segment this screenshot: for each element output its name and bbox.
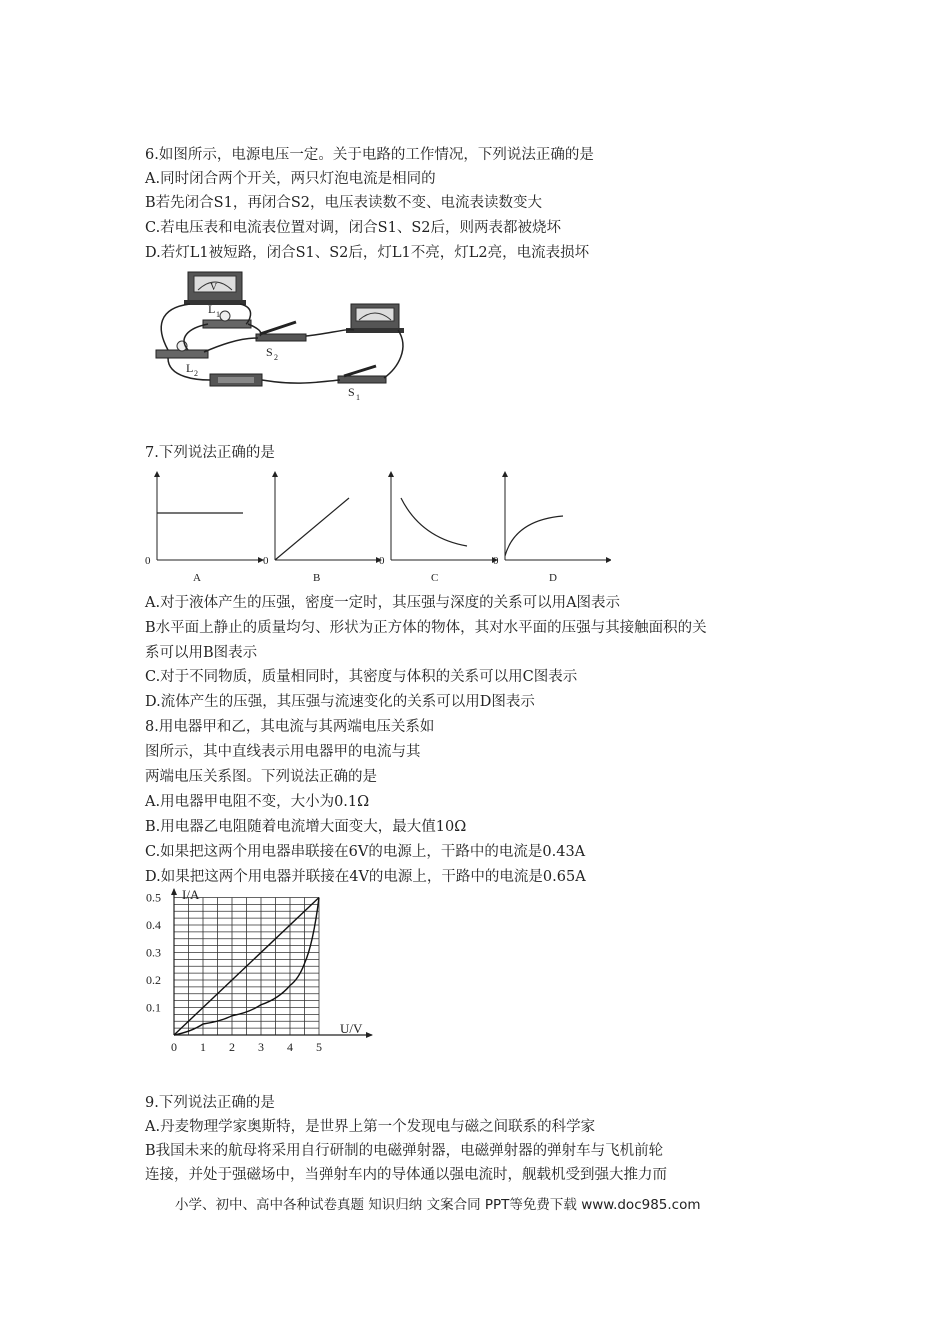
q7-stem: 7.下列说法正确的是: [145, 445, 275, 461]
y-tick-label: 0.2: [146, 973, 161, 987]
x-tick-label: 2: [229, 1040, 235, 1054]
q6-option-a: A.同时闭合两个开关，两只灯泡电流是相同的: [145, 171, 436, 187]
q6-stem: 6.如图所示，电源电压一定。关于电路的工作情况，下列说法正确的是: [145, 147, 594, 163]
q8-stem-line2: 图所示，其中直线表示用电器甲的电流与其: [145, 744, 421, 760]
q8-option-c: C.如果把这两个用电器串联接在6V的电源上，干路中的电流是0.43A: [145, 844, 586, 860]
l2-subscript: 2: [194, 369, 198, 378]
iv-axes: [171, 888, 373, 1038]
graph-b: [263, 474, 379, 584]
x-tick-label: 3: [258, 1040, 264, 1054]
graph-c-curve: [401, 498, 467, 546]
graph-a-label: A: [193, 572, 201, 584]
voltmeter: [184, 272, 246, 305]
x-tick-label: 1: [200, 1040, 206, 1054]
s1-label: S: [348, 385, 355, 399]
circuit-figure: [148, 268, 408, 410]
graph-d-curve: [505, 516, 563, 556]
lamp-l2: [156, 341, 208, 378]
graph-c-origin: 0: [379, 555, 385, 567]
iv-chart: [140, 885, 390, 1063]
graph-d: [493, 474, 609, 584]
q6-option-d: D.若灯L1被短路，闭合S1、S2后，灯L1不亮，灯L2亮，电流表损坏: [145, 245, 590, 261]
switch-s1: [338, 366, 386, 402]
x-tick-label: 4: [287, 1040, 293, 1054]
s1-subscript: 1: [356, 393, 360, 402]
q8-stem-line3: 两端电压关系图。下列说法正确的是: [145, 769, 377, 785]
q7-option-b-line1: B水平面上静止的质量均匀、形状为正方体的物体，其对水平面的压强与其接触面积的关: [145, 620, 707, 636]
q9-option-b-line1: B我国未来的航母将采用自行研制的电磁弹射器，电磁弹射器的弹射车与飞机前轮: [145, 1143, 664, 1159]
q6-option-b: B若先闭合S1，再闭合S2，电压表读数不变、电流表读数变大: [145, 195, 542, 211]
graph-c-label: C: [431, 572, 439, 584]
y-axis-arrow: [171, 888, 177, 895]
q9-stem: 9.下列说法正确的是: [145, 1095, 275, 1111]
q7-graphs: [143, 468, 611, 588]
q7-option-b-line2: 系可以用B图表示: [145, 645, 258, 661]
graph-a-origin: 0: [145, 555, 151, 567]
y-tick-label: 0.4: [146, 918, 161, 932]
iv-y-axis-label: I/A: [182, 887, 200, 902]
graph-b-curve: [275, 498, 349, 560]
iv-x-axis-label: U/V: [340, 1021, 363, 1036]
x-tick-label: 0: [171, 1040, 177, 1054]
l1-label: L: [208, 302, 216, 316]
battery: [210, 374, 262, 386]
graph-b-origin: 0: [263, 555, 269, 567]
q8-stem-line1: 8.用电器甲和乙，其电流与其两端电压关系如: [145, 719, 435, 735]
x-tick-label: 5: [316, 1040, 322, 1054]
ammeter: [346, 304, 404, 333]
graph-b-label: B: [313, 572, 321, 584]
y-tick-label: 0.1: [146, 1000, 161, 1015]
x-axis-arrow: [366, 1032, 373, 1038]
q7-option-d: D.流体产生的压强，其压强与流速变化的关系可以用D图表示: [145, 694, 535, 710]
q7-option-a: A.对于液体产生的压强，密度一定时，其压强与深度的关系可以用A图表示: [145, 595, 621, 611]
q9-option-b-line2: 连接，并处于强磁场中，当弹射车内的导体通以强电流时，舰载机受到强大推力而: [145, 1167, 667, 1183]
footer-banner: 小学、初中、高中各种试卷真题 知识归纳 文案合同 PPT等免费下载 www.doc985.com: [175, 1197, 701, 1213]
s2-subscript: 2: [274, 353, 278, 362]
graph-d-label: D: [549, 572, 557, 584]
y-tick-label: 0.5: [146, 890, 161, 905]
q6-option-c: C.若电压表和电流表位置对调，闭合S1、S2后，则两表都被烧坏: [145, 220, 562, 236]
graph-c: [379, 474, 495, 584]
q8-option-a: A.用电器甲电阻不变，大小为0.1Ω: [145, 794, 370, 810]
l1-subscript: 1: [216, 310, 220, 319]
q8-option-b: B.用电器乙电阻随着电流增大面变大，最大值10Ω: [145, 819, 467, 835]
l2-label: L: [186, 361, 194, 375]
iv-tick-labels: [146, 891, 322, 1055]
y-tick-label: 0.3: [146, 945, 161, 960]
switch-s2: [256, 322, 306, 362]
graph-a: [145, 474, 261, 584]
graph-d-origin: 0: [493, 555, 499, 567]
s2-label: S: [266, 345, 273, 359]
voltmeter-label: V: [210, 282, 218, 293]
q9-option-a: A.丹麦物理学家奥斯特，是世界上第一个发现电与磁之间联系的科学家: [145, 1119, 596, 1135]
q8-option-d: D.如果把这两个用电器并联接在4V的电源上，干路中的电流是0.65A: [145, 869, 586, 885]
q7-option-c: C.对于不同物质，质量相同时，其密度与体积的关系可以用C图表示: [145, 669, 578, 685]
